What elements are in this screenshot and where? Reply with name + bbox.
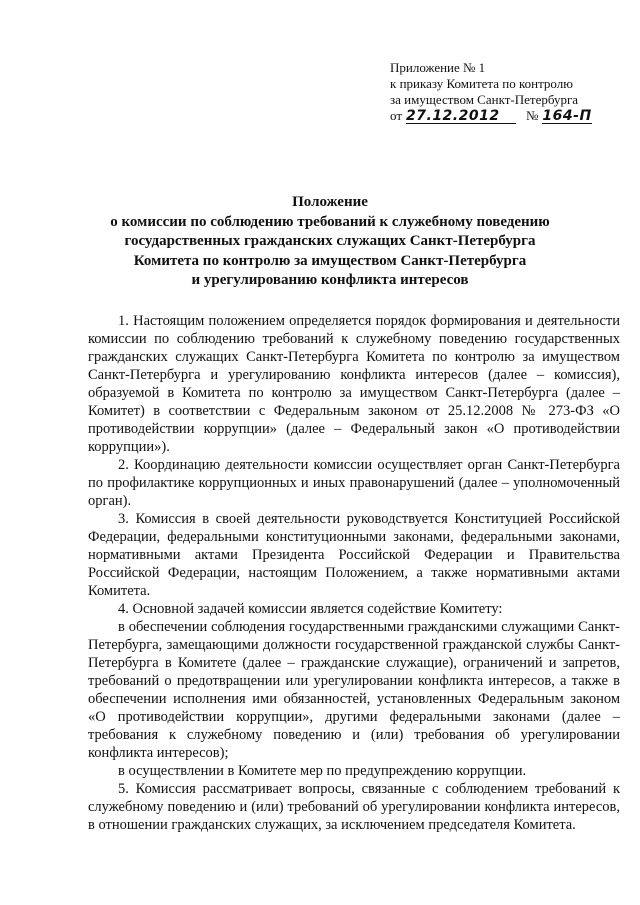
- title-line-1: Положение: [292, 194, 368, 210]
- paragraph-4a: в обеспечении соблюдения государственными гражданскими служащими Санкт-Петербурга, замещающими должности государственной гражданской службы Санкт-Петербурга в Комитете (далее – гражданские служащие), ограничений и запретов, требований о предотвращении или урегулировании конфликта интересов, а также в обеспечении исполнения ими обязанностей, установленных Федеральным законом «О противодействии коррупции», другими федеральными законами (далее – требования к служебному поведению и (или) требования об урегулировании конфликта интересов);: [88, 619, 620, 761]
- paragraph-5: 5. Комиссия рассматривает вопросы, связанные с соблюдением требований к служебному поведению и (или) требований об урегулировании конфликта интересов, в отношении гражданских служащих, за исключением председателя Комитета.: [88, 781, 620, 833]
- paragraph-4b: в осуществлении в Комитете мер по предупреждению коррупции.: [118, 763, 527, 779]
- title-line-4: Комитета по контролю за имуществом Санкт-Петербурга: [133, 252, 527, 269]
- appendix-title: Приложение № 1: [390, 60, 486, 75]
- document-body: [88, 312, 620, 834]
- paragraph-1: 1. Настоящим положением определяется порядок формирования и деятельности комиссии по соблюдению требований к служебному поведению государственных гражданских служащих Санкт-Петербурга Комитета по контролю за имуществом Санкт-Петербурга и урегулированию конфликта интересов (далее – комиссия), образуемой в Комитета по контролю за имуществом Санкт-Петербурга (далее – Комитет) в соответствии с Федеральным законом от 25.12.2008 № 273-ФЗ «О противодействии коррупции» (далее – Федеральный закон «О противодействии коррупции»).: [88, 313, 620, 455]
- title-line-2: о комиссии по соблюдению требований к служебному поведению: [110, 213, 550, 230]
- document-title: [80, 193, 580, 291]
- appendix-block: [390, 60, 620, 124]
- title-line-5: и урегулированию конфликта интересов: [191, 272, 469, 288]
- appendix-committee: за имуществом Санкт-Петербурга: [390, 92, 579, 107]
- number-prefix: №: [526, 108, 539, 123]
- paragraph-3: 3. Комиссия в своей деятельности руководствуется Конституцией Российской Федерации, федеральными конституционными законами, федеральными законами, нормативными актами Президента Российской Федерации и Правительства Российской Федерации, настоящим Положением, а также нормативными актами Комитета.: [88, 511, 620, 599]
- paragraph-4: 4. Основной задачей комиссии является содействие Комитету:: [118, 601, 503, 617]
- handwritten-date: 27.12.2012: [406, 109, 516, 124]
- handwritten-number: 164-П: [542, 108, 592, 124]
- appendix-order-ref: к приказу Комитета по контролю: [390, 76, 573, 91]
- appendix-date-number-row: [390, 108, 620, 124]
- title-line-3: государственных гражданских служащих Санкт-Петербурга: [124, 233, 536, 249]
- paragraph-2: 2. Координацию деятельности комиссии осуществляет орган Санкт-Петербурга по профилактике коррупционных и иных правонарушений (далее – уполномоченный орган).: [88, 457, 620, 509]
- date-prefix: от: [390, 108, 403, 123]
